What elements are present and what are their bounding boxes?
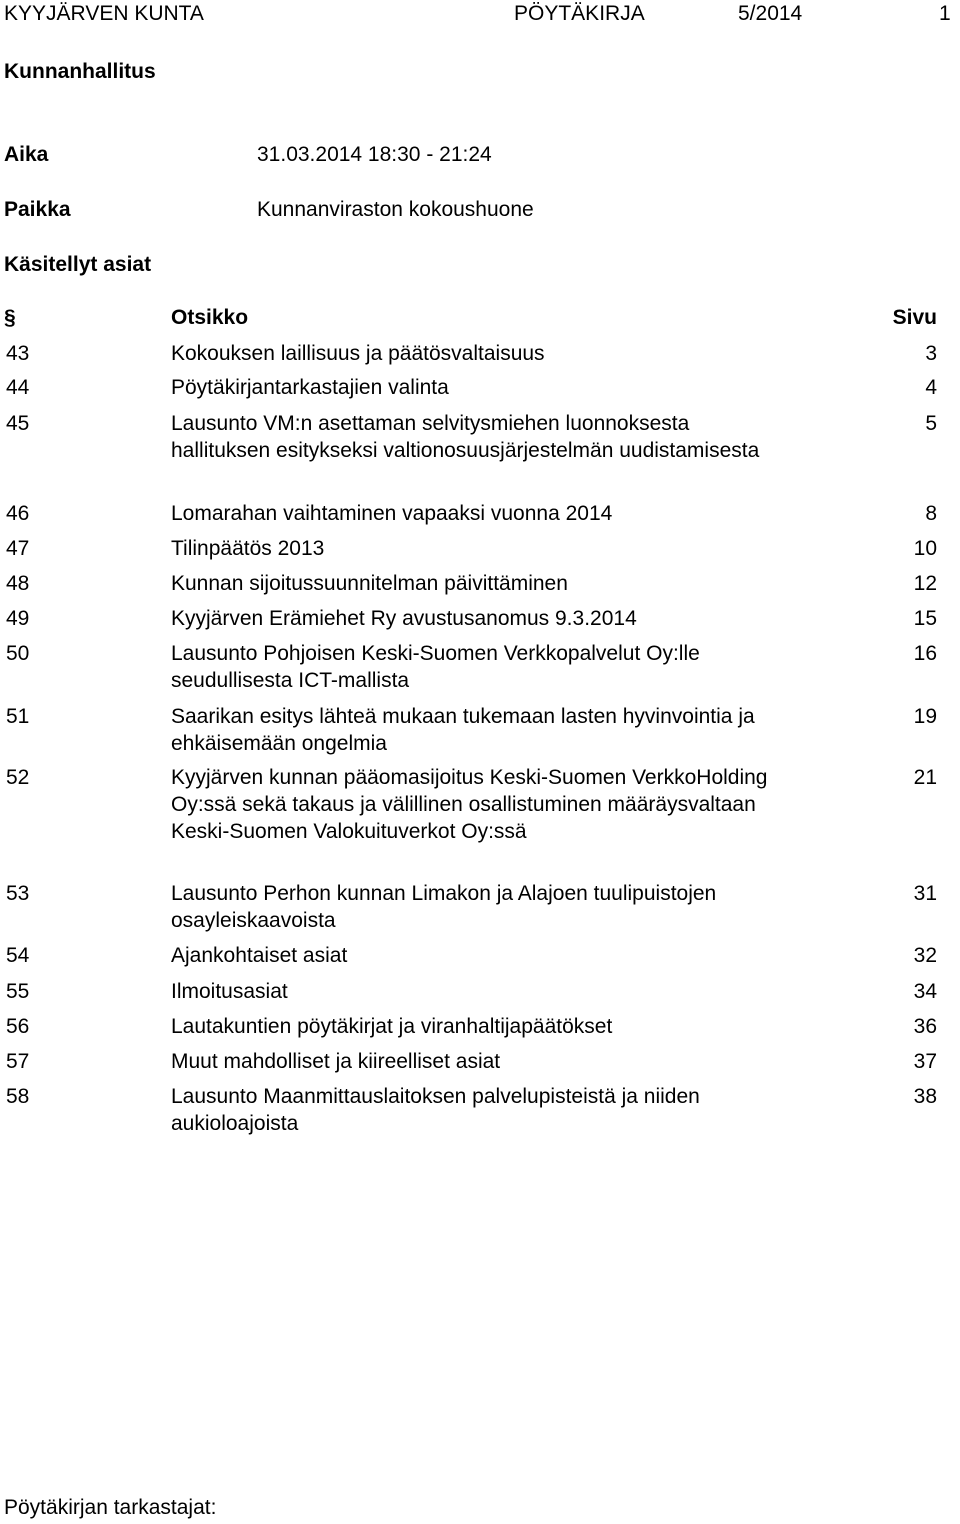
place-label: Paikka — [4, 198, 71, 221]
agenda-item-page: 37 — [913, 1050, 937, 1073]
time-label: Aika — [4, 143, 49, 166]
agenda-item-page: 8 — [925, 502, 937, 525]
agenda-item-title: Lomarahan vaihtaminen vapaaksi vuonna 2014 — [171, 502, 613, 525]
document-number: 5/2014 — [738, 2, 803, 25]
agenda-item-page: 19 — [913, 705, 937, 728]
handled-items-title: Käsitellyt asiat — [4, 253, 152, 276]
agenda-item-page: 5 — [925, 412, 937, 435]
agenda-item-title: Pöytäkirjantarkastajien valinta — [171, 376, 449, 399]
agenda-item-page: 38 — [913, 1085, 937, 1108]
agenda-item-title: Saarikan esitys lähteä mukaan tukemaan lasten hyvinvointia ja ehkäisemään ongelmia — [171, 705, 755, 755]
column-header-page: Sivu — [892, 306, 937, 329]
agenda-item-page: 36 — [913, 1015, 937, 1038]
agenda-item-page: 15 — [913, 607, 937, 630]
agenda-item-number: 46 — [6, 502, 30, 525]
agenda-item-title: Lausunto Maanmittauslaitoksen palvelupisteistä ja niiden aukioloajoista — [171, 1085, 700, 1135]
agenda-item-page: 31 — [913, 882, 937, 905]
column-header-title: Otsikko — [171, 306, 249, 329]
agenda-item-number: 47 — [6, 537, 30, 560]
agenda-item-title: Lausunto Perhon kunnan Limakon ja Alajoen tuulipuistojen osayleiskaavoista — [171, 882, 717, 932]
agenda-item-page: 32 — [913, 944, 937, 967]
agenda-item-number: 53 — [6, 882, 30, 905]
agenda-item-number: 52 — [6, 766, 30, 789]
time-value: 31.03.2014 18:30 - 21:24 — [257, 143, 492, 166]
municipality-name: KYYJÄRVEN KUNTA — [4, 2, 204, 25]
minutes-reviewers-label: Pöytäkirjan tarkastajat: — [4, 1496, 217, 1519]
place-value: Kunnanviraston kokoushuone — [257, 198, 534, 221]
agenda-item-title: Tilinpäätös 2013 — [171, 537, 325, 560]
agenda-item-number: 54 — [6, 944, 30, 967]
section-sign-icon: § — [4, 306, 16, 329]
agenda-item-number: 44 — [6, 376, 30, 399]
agenda-item-title: Lausunto VM:n asettaman selvitysmiehen luonnoksesta hallituksen esitykseksi valtionosuusjärjestelmän uudistamisesta — [171, 412, 760, 462]
page-number: 1 — [939, 2, 951, 25]
agenda-item-title: Ajankohtaiset asiat — [171, 944, 348, 967]
agenda-item-title: Lautakuntien pöytäkirjat ja viranhaltijapäätökset — [171, 1015, 613, 1038]
agenda-item-number: 43 — [6, 342, 30, 365]
agenda-item-title: Muut mahdolliset ja kiireelliset asiat — [171, 1050, 501, 1073]
agenda-item-page: 16 — [913, 642, 937, 665]
agenda-item-title: Ilmoitusasiat — [171, 980, 288, 1003]
agenda-item-page: 21 — [913, 766, 937, 789]
agenda-item-page: 34 — [913, 980, 937, 1003]
agenda-item-title: Kunnan sijoitussuunnitelman päivittäminen — [171, 572, 568, 595]
agenda-item-page: 10 — [913, 537, 937, 560]
agenda-item-page: 4 — [925, 376, 937, 399]
organ-name: Kunnanhallitus — [4, 60, 156, 83]
agenda-item-title: Kokouksen laillisuus ja päätösvaltaisuus — [171, 342, 545, 365]
agenda-item-number: 45 — [6, 412, 30, 435]
agenda-item-number: 58 — [6, 1085, 30, 1108]
agenda-item-number: 48 — [6, 572, 30, 595]
agenda-item-title: Lausunto Pohjoisen Keski-Suomen Verkkopalvelut Oy:lle seudullisesta ICT-mallista — [171, 642, 700, 692]
document-type: PÖYTÄKIRJA — [514, 2, 645, 25]
agenda-item-number: 50 — [6, 642, 30, 665]
agenda-item-title: Kyyjärven Erämiehet Ry avustusanomus 9.3.2014 — [171, 607, 637, 630]
agenda-item-page: 12 — [913, 572, 937, 595]
agenda-item-number: 49 — [6, 607, 30, 630]
agenda-item-number: 57 — [6, 1050, 30, 1073]
agenda-item-page: 3 — [925, 342, 937, 365]
agenda-item-number: 56 — [6, 1015, 30, 1038]
agenda-item-title: Kyyjärven kunnan pääomasijoitus Keski-Suomen VerkkoHolding Oy:ssä sekä takaus ja välillinen osallistuminen määräysvaltaan Keski-Suomen Valokuituverkot Oy:ssä — [171, 766, 768, 843]
agenda-item-number: 55 — [6, 980, 30, 1003]
agenda-item-number: 51 — [6, 705, 30, 728]
